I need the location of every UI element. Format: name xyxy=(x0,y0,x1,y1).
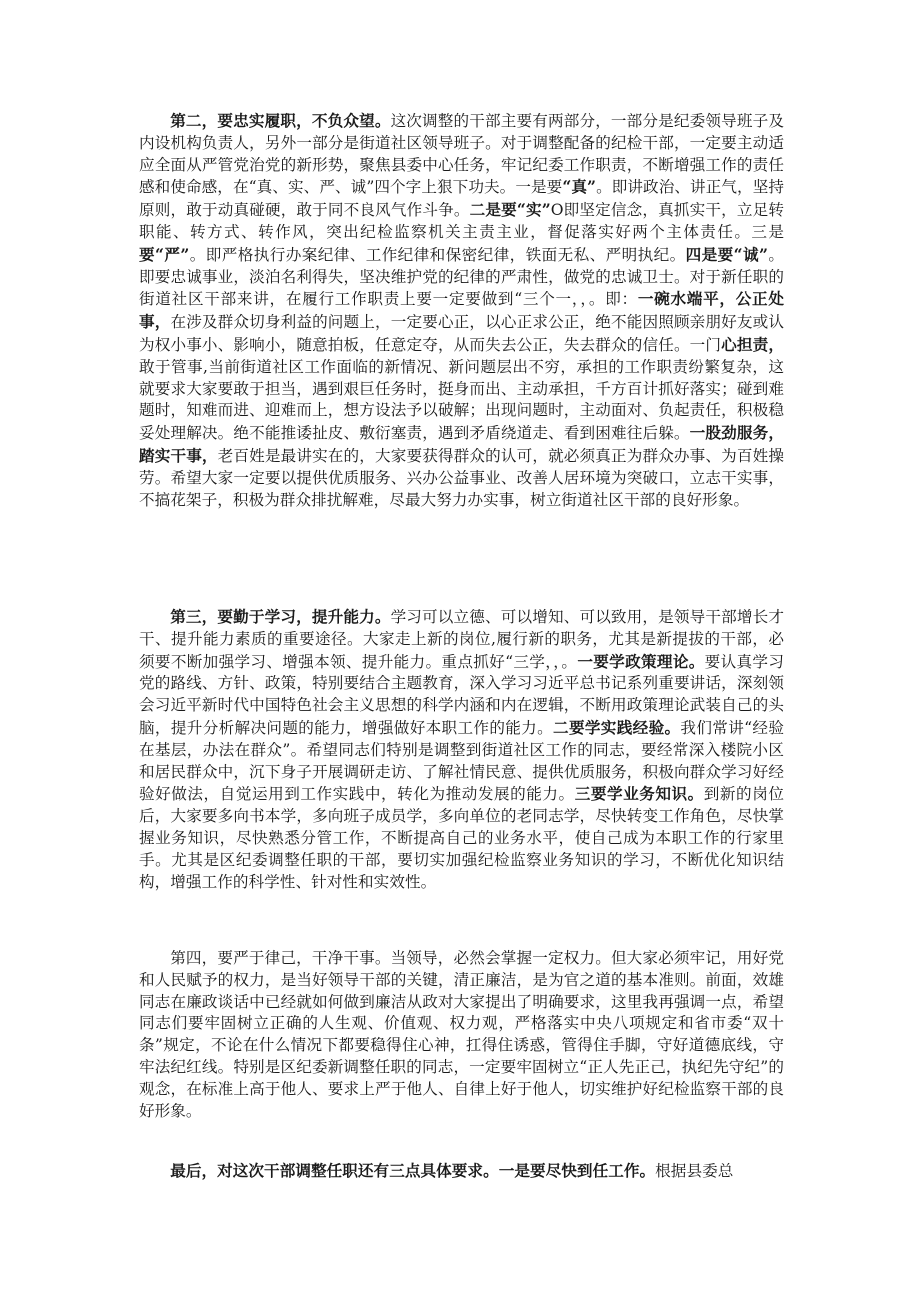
text-segment: O即坚定信念，真抓实干，立足转职能、转方式、转作风，突出纪检监察机关主责主业，督促落实好两个主体责任。三是 xyxy=(139,201,784,241)
text-segment: 第四，要严于律己，干净干事。当领导，必然会掌握一定权力。但大家必须牢记，用好党和人民赋予的权力，是当好领导干部的关键，清正廉洁，是为官之道的基本准则。前面，效雄同志在廉政谈话中已经就如何做到廉洁从政对大家提出了明确要求，这里我再强调一点，希望同志们要牢固树立正确的人生观、价值观、权力观，严格落实中央八项规定和省市委“双十条”规定，不论在什么情况下都要稳得住心神，扛得住诱惑，管得住手脚，守好道德底线，守牢法纪红线。特别是区纪委新调整任职的同志，一定要牢固树立“正人先正己，执纪先守纪”的观念，在标准上高于他人、要求上严于他人、自律上好于他人，切实维护好纪检监察干部的良好形象。 xyxy=(139,949,784,1120)
bold-text-segment: 一股劲服务，踏实干事， xyxy=(139,423,784,465)
text-segment: 根据县委总 xyxy=(655,1162,734,1180)
bold-text-segment: 要“严” xyxy=(139,244,190,264)
bold-text-segment: 四是要“诚” xyxy=(685,244,768,264)
text-segment: 要认真学习党的路线、方针、政策，特别要结合主题教育，深入学习习近平总书记系列重要讲话，深刻领会习近平新时代中国特色社会主义思想的科学内涵和内在逻辑，不断用政策理论武装自己的头脑，提升分析解决问题的能力，增强做好本职工作的能力。 xyxy=(139,652,784,737)
text-segment: 到新的岗位后，大家要多向书本学，多向班子成员学，多向单位的老同志学，尽快转变工作角色，尽快掌握业务知识，尽快熟悉分管工作，不断提高自己的业务水平，使自己成为本职工作的行家里手。尤其是区纪委调整任职的干部，要切实加强纪检监察业务知识的学习，不断优化知识结构，增强工作的科学性、针对性和实效性。 xyxy=(139,785,784,891)
paragraph-fourth-point xyxy=(139,948,784,1122)
paragraph-third-point xyxy=(139,606,784,893)
bold-text-segment: 第三，要勤于学习，提升能力。 xyxy=(170,607,391,626)
bold-text-segment: 第二，要忠实履职，不负众望。 xyxy=(170,111,391,130)
text-segment: 。即讲政治、讲正气，坚持原则，敢于动真碰硬，敢于同不良风气作斗争。 xyxy=(139,178,784,220)
bold-text-segment: 一要学政策理论。 xyxy=(577,651,705,671)
text-segment: 这次调整的干部主要有两部分，一部分是纪委领导班子及内设机构负责人，另外一部分是街道社区领导班子。对于调整配备的纪检干部，一定要主动适应全面从严管党治党的新形势，聚焦县委中心任务，牢记纪委工作职责，不断增强工作的责任感和使命感，在“真、实、严、诚”四个字上狠下功夫。一是要 xyxy=(139,112,784,197)
bold-text-segment: 三要学业务知识。 xyxy=(574,784,704,804)
bold-text-segment: 最后，对这次干部调整任职还有三点具体要求。一是要尽快到任工作。 xyxy=(170,1161,656,1180)
bold-text-segment: 心担责， xyxy=(721,334,785,354)
bold-text-segment: 一碗水端平，公正处事， xyxy=(139,289,784,332)
text-segment: 学习可以立德、可以增知、可以致用，是领导干部增长才干、提升能力素质的重要途径。大家走上新的岗位,履行新的职务，尤其是新提拔的干部，必须要不断加强学习、增强本领、提升能力。重点抓好“三学，，。 xyxy=(139,608,784,671)
paragraph-second-point xyxy=(139,110,784,511)
text-segment: 在涉及群众切身利益的问题上，一定要心正，以心正求公正，绝不能因照顾亲朋好友或认为权小事小、影响小，随意拍板，任意定夺，从而失去公正，失去群众的信任。一门 xyxy=(139,313,784,354)
text-segment: 我们常讲“经验在基层，办法在群众”。希望同志们特别是调整到街道社区工作的同志，要经常深入楼院小区和居民群众中，沉下身子开展调研走访、了解社情民意、提供优质服务，积极向群众学习好经验好做法，自觉运用到工作实践中，转化为推动发展的能力。 xyxy=(139,718,784,804)
bold-text-segment: 二是要“实” xyxy=(469,200,551,220)
bold-text-segment: 二要学实践经验。 xyxy=(553,717,681,737)
text-segment: 。即严格执行办案纪律、工作纪律和保密纪律，铁面无私、严明执纪。 xyxy=(189,245,686,264)
text-segment: 敢于管事,当前街道社区工作面临的新情况、新问题层出不穷，承担的工作职责纷繁复杂，这就要求大家要敢于担当，遇到艰巨任务时，挺身而出、主动承担，千方百计抓好落实；碰到难题时，知难而进、迎难而上，想方设法予以破解；出现问题时，主动面对、负起责任，积极稳妥处理解决。绝不能推诿扯皮、敷衍塞责，遇到矛盾绕道走、看到困难往后躲。 xyxy=(139,357,784,443)
paragraph-final-requirements xyxy=(139,1160,784,1183)
bold-text-segment: “真” xyxy=(562,177,597,197)
text-segment: 。即要忠诚事业，淡泊名利得失，坚决维护党的纪律的严肃性，做党的忠诚卫士。对于新任职的街道社区干部来讲，在履行工作职责上要一定要做到“三个一，，。即： xyxy=(139,245,784,309)
text-segment: 老百姓是最讲实在的，大家要获得群众的认可，就必须真正为群众办事、为百姓操劳。希望大家一定要以提供优质服务、兴办公益事业、改善人居环境为突破口，立志干实事，不搞花架子，积极为群众排扰解难，尽最大努力办实事，树立街道社区干部的良好形象。 xyxy=(139,446,784,509)
